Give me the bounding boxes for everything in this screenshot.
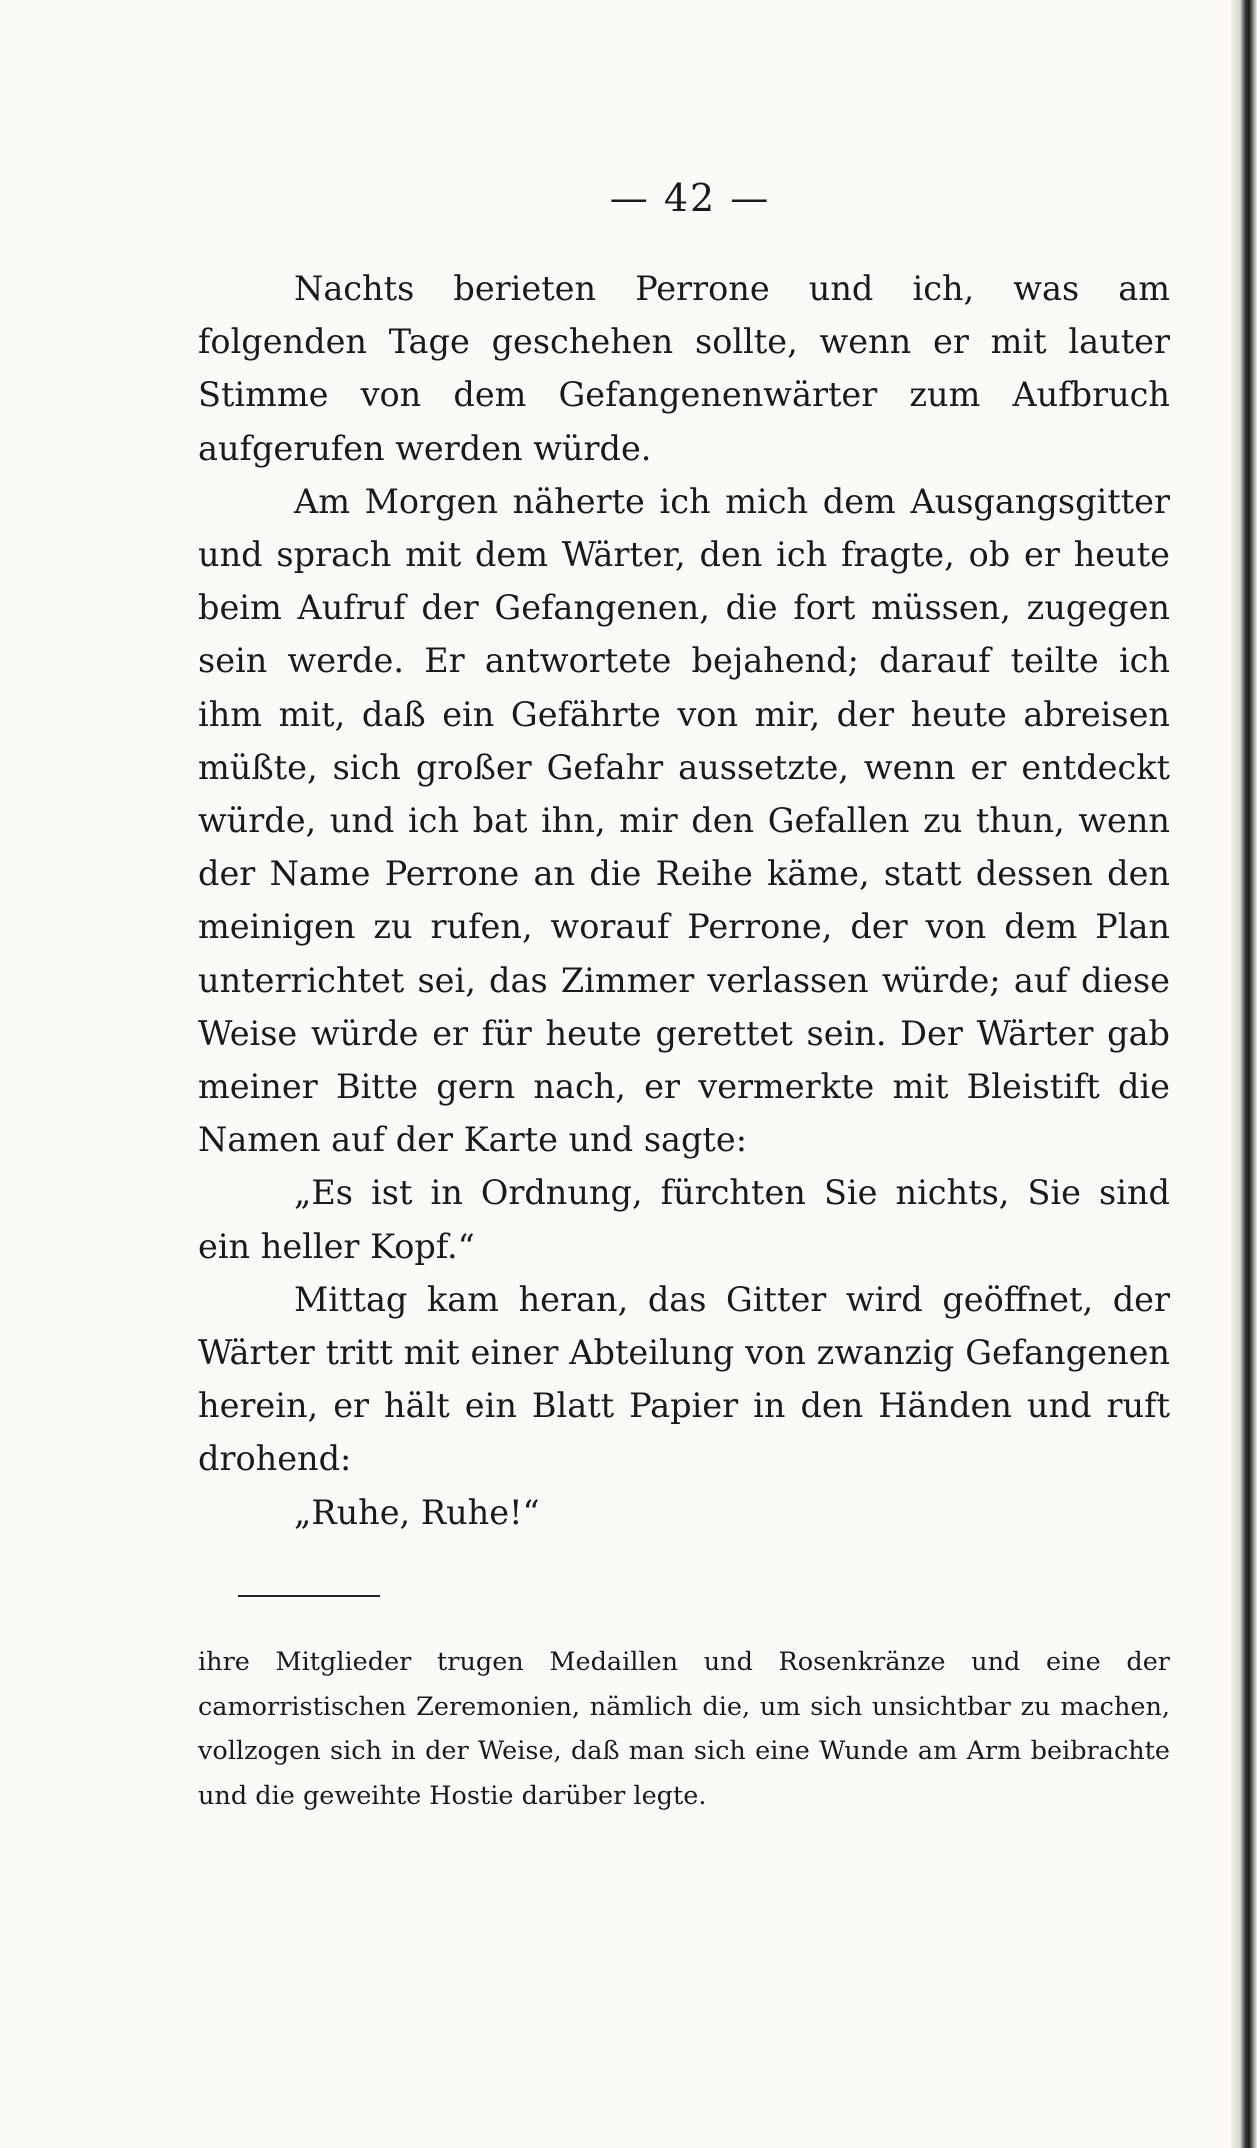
page-number: — 42 — xyxy=(609,176,771,220)
paragraph: Am Morgen näherte ich mich dem Ausgangsgitter und sprach mit dem Wärter, den ich fragte, ob er heute beim Aufruf der Gefangenen, die fort müssen, zugegen sein werde. Er antwortete bejahend; darauf teilte ich ihm mit, daß ein Gefährte von mir, der heute abreisen müßte, sich großer Gefahr aussetzte, wenn er entdeckt würde, und ich bat ihn, mir den Gefallen zu thun, wenn der Name Perrone an die Reihe käme, statt dessen den meinigen zu rufen, worauf Perrone, der von dem Plan unterrichtet sei, das Zimmer verlassen würde; auf diese Weise würde er für heute gerettet sein. Der Wärter gab meiner Bitte gern nach, er vermerkte mit Bleistift die Namen auf der Karte und sagte: xyxy=(198,481,1170,1160)
footnote-rule xyxy=(238,1595,380,1597)
page-edge-shadow xyxy=(1231,0,1257,2148)
body-text xyxy=(198,262,1170,1539)
paragraph: Nachts berieten Perrone und ich, was am folgenden Tage geschehen sollte, wenn er mit lauter Stimme von dem Gefangenenwärter zum Aufbruch aufgerufen werden würde. xyxy=(198,269,1170,468)
footnote: ihre Mitglieder trugen Medaillen und Rosenkränze und eine der camorristischen Zeremonien, nämlich die, um sich unsichtbar zu machen, vollzogen sich in der Weise, daß man sich eine Wunde am Arm beibrachte und die geweihte Hostie darüber legte. xyxy=(198,1647,1170,1811)
paragraph: Mittag kam heran, das Gitter wird geöffnet, der Wärter tritt mit einer Abteilung von zwanzig Gefangenen herein, er hält ein Blatt Papier in den Händen und ruft drohend: xyxy=(198,1279,1170,1479)
quote-paragraph: „Ruhe, Ruhe!“ xyxy=(294,1492,540,1532)
quote-paragraph: „Es ist in Ordnung, fürchten Sie nichts, Sie sind ein heller Kopf.“ xyxy=(198,1173,1170,1266)
